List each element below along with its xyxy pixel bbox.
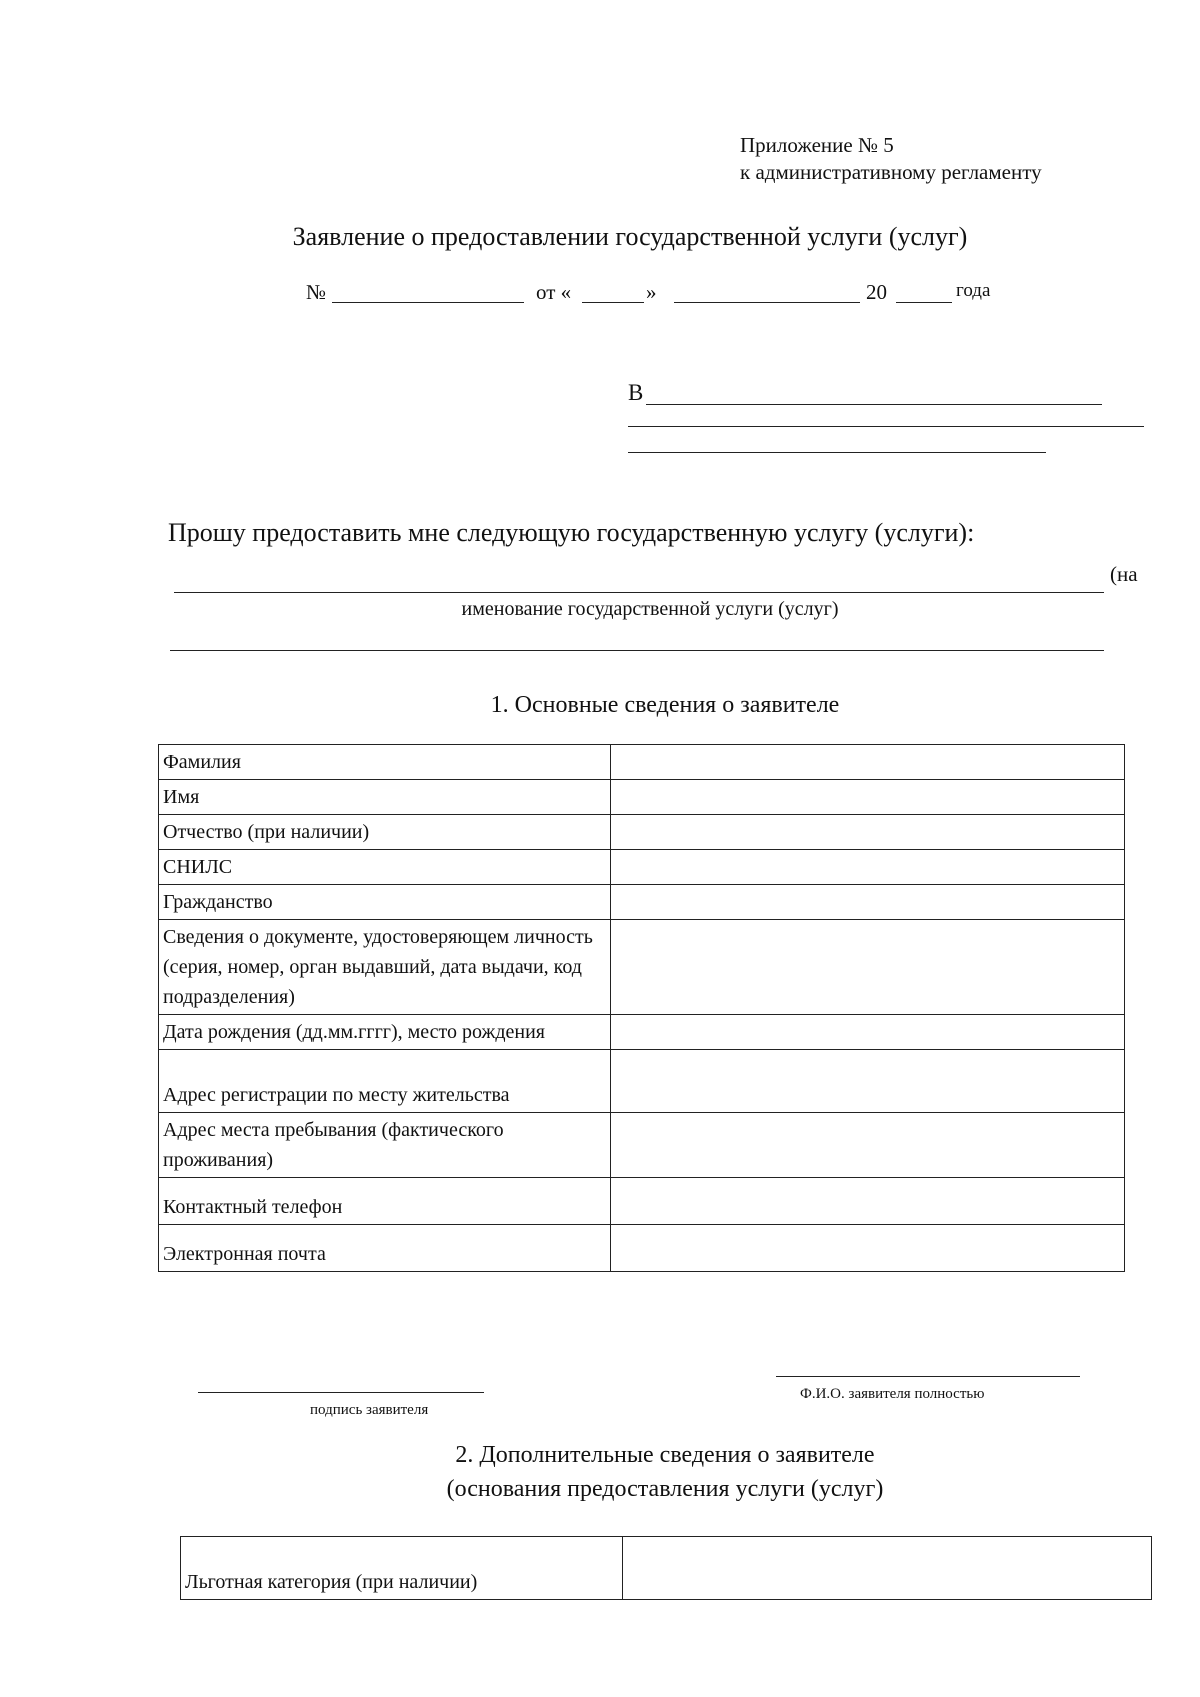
addressee-line-1[interactable] <box>646 404 1102 405</box>
table-row <box>159 1113 1125 1178</box>
document-title: Заявление о предоставлении государственной услуги (услуг) <box>292 222 968 251</box>
row-value-phone[interactable] <box>611 1178 1125 1225</box>
row-label-birth: Дата рождения (дд.мм.гггг), место рождения <box>159 1015 611 1050</box>
row-value-residence-address[interactable] <box>611 1113 1125 1178</box>
row-value-birth[interactable] <box>611 1015 1125 1050</box>
table-row <box>159 1015 1125 1050</box>
row-label-phone: Контактный телефон <box>159 1178 611 1225</box>
row-value-registration-address[interactable] <box>611 1050 1125 1113</box>
applicant-info-table <box>158 744 1125 1272</box>
appendix-header <box>740 132 1042 186</box>
row-label-citizenship: Гражданство <box>159 885 611 920</box>
section2-title-line2: (основания предоставления услуги (услуг) <box>446 1476 884 1502</box>
additional-info-table <box>180 1536 1152 1600</box>
row-label-registration-address: Адрес регистрации по месту жительства <box>159 1050 611 1113</box>
service-name-line-1[interactable] <box>174 592 1104 593</box>
table-row <box>159 885 1125 920</box>
month-field[interactable] <box>674 302 860 303</box>
row-value-name[interactable] <box>611 780 1125 815</box>
year-field[interactable] <box>896 302 952 303</box>
year-prefix: 20 <box>866 280 887 304</box>
row-value-email[interactable] <box>611 1225 1125 1272</box>
request-text: Прошу предоставить мне следующую государственную услугу (услуги): <box>168 518 975 547</box>
row-label-id-document: Сведения о документе, удостоверяющем личность (серия, номер, орган выдавший, дата выдачи, код подразделения) <box>159 920 611 1015</box>
table-row <box>159 1050 1125 1113</box>
day-field[interactable] <box>582 302 644 303</box>
table-row <box>159 1178 1125 1225</box>
fullname-line[interactable] <box>776 1376 1080 1377</box>
section2-title-line1: 2. Дополнительные сведения о заявителе <box>455 1442 875 1468</box>
row-value-patronymic[interactable] <box>611 815 1125 850</box>
service-name-fragment: (на <box>1110 562 1138 586</box>
addressee-line-3[interactable] <box>628 452 1046 453</box>
signature-line[interactable] <box>198 1392 484 1393</box>
service-name-line-2[interactable] <box>170 650 1104 651</box>
row-value-snils[interactable] <box>611 850 1125 885</box>
date-from-label: от « <box>536 280 572 304</box>
table-row <box>181 1537 1152 1600</box>
row-label-patronymic: Отчество (при наличии) <box>159 815 611 850</box>
section1-title: 1. Основные сведения о заявителе <box>490 692 840 718</box>
date-close-quote: » <box>646 280 657 304</box>
fullname-caption: Ф.И.О. заявителя полностью <box>800 1386 985 1402</box>
signature-caption: подпись заявителя <box>310 1402 429 1418</box>
table-row <box>159 1225 1125 1272</box>
row-label-benefit-category: Льготная категория (при наличии) <box>181 1537 623 1600</box>
number-field[interactable] <box>332 302 524 303</box>
addressee-line-2[interactable] <box>628 426 1144 427</box>
service-name-hint: именование государственной услуги (услуг) <box>461 598 839 620</box>
row-label-residence-address: Адрес места пребывания (фактического проживания) <box>159 1113 611 1178</box>
appendix-reference: к административному регламенту <box>740 160 1042 184</box>
row-label-surname: Фамилия <box>159 745 611 780</box>
row-value-citizenship[interactable] <box>611 885 1125 920</box>
row-label-snils: СНИЛС <box>159 850 611 885</box>
table-row <box>159 745 1125 780</box>
row-label-name: Имя <box>159 780 611 815</box>
table-row <box>159 780 1125 815</box>
row-value-benefit-category[interactable] <box>623 1537 1152 1600</box>
number-label: № <box>306 280 327 304</box>
appendix-number: Приложение № 5 <box>740 133 894 157</box>
table-row <box>159 850 1125 885</box>
row-value-surname[interactable] <box>611 745 1125 780</box>
row-label-email: Электронная почта <box>159 1225 611 1272</box>
section2-title <box>0 1438 1200 1506</box>
addressee-label: В <box>628 380 644 405</box>
year-suffix: года <box>956 280 991 301</box>
table-row <box>159 815 1125 850</box>
table-row <box>159 920 1125 1015</box>
row-value-id-document[interactable] <box>611 920 1125 1015</box>
